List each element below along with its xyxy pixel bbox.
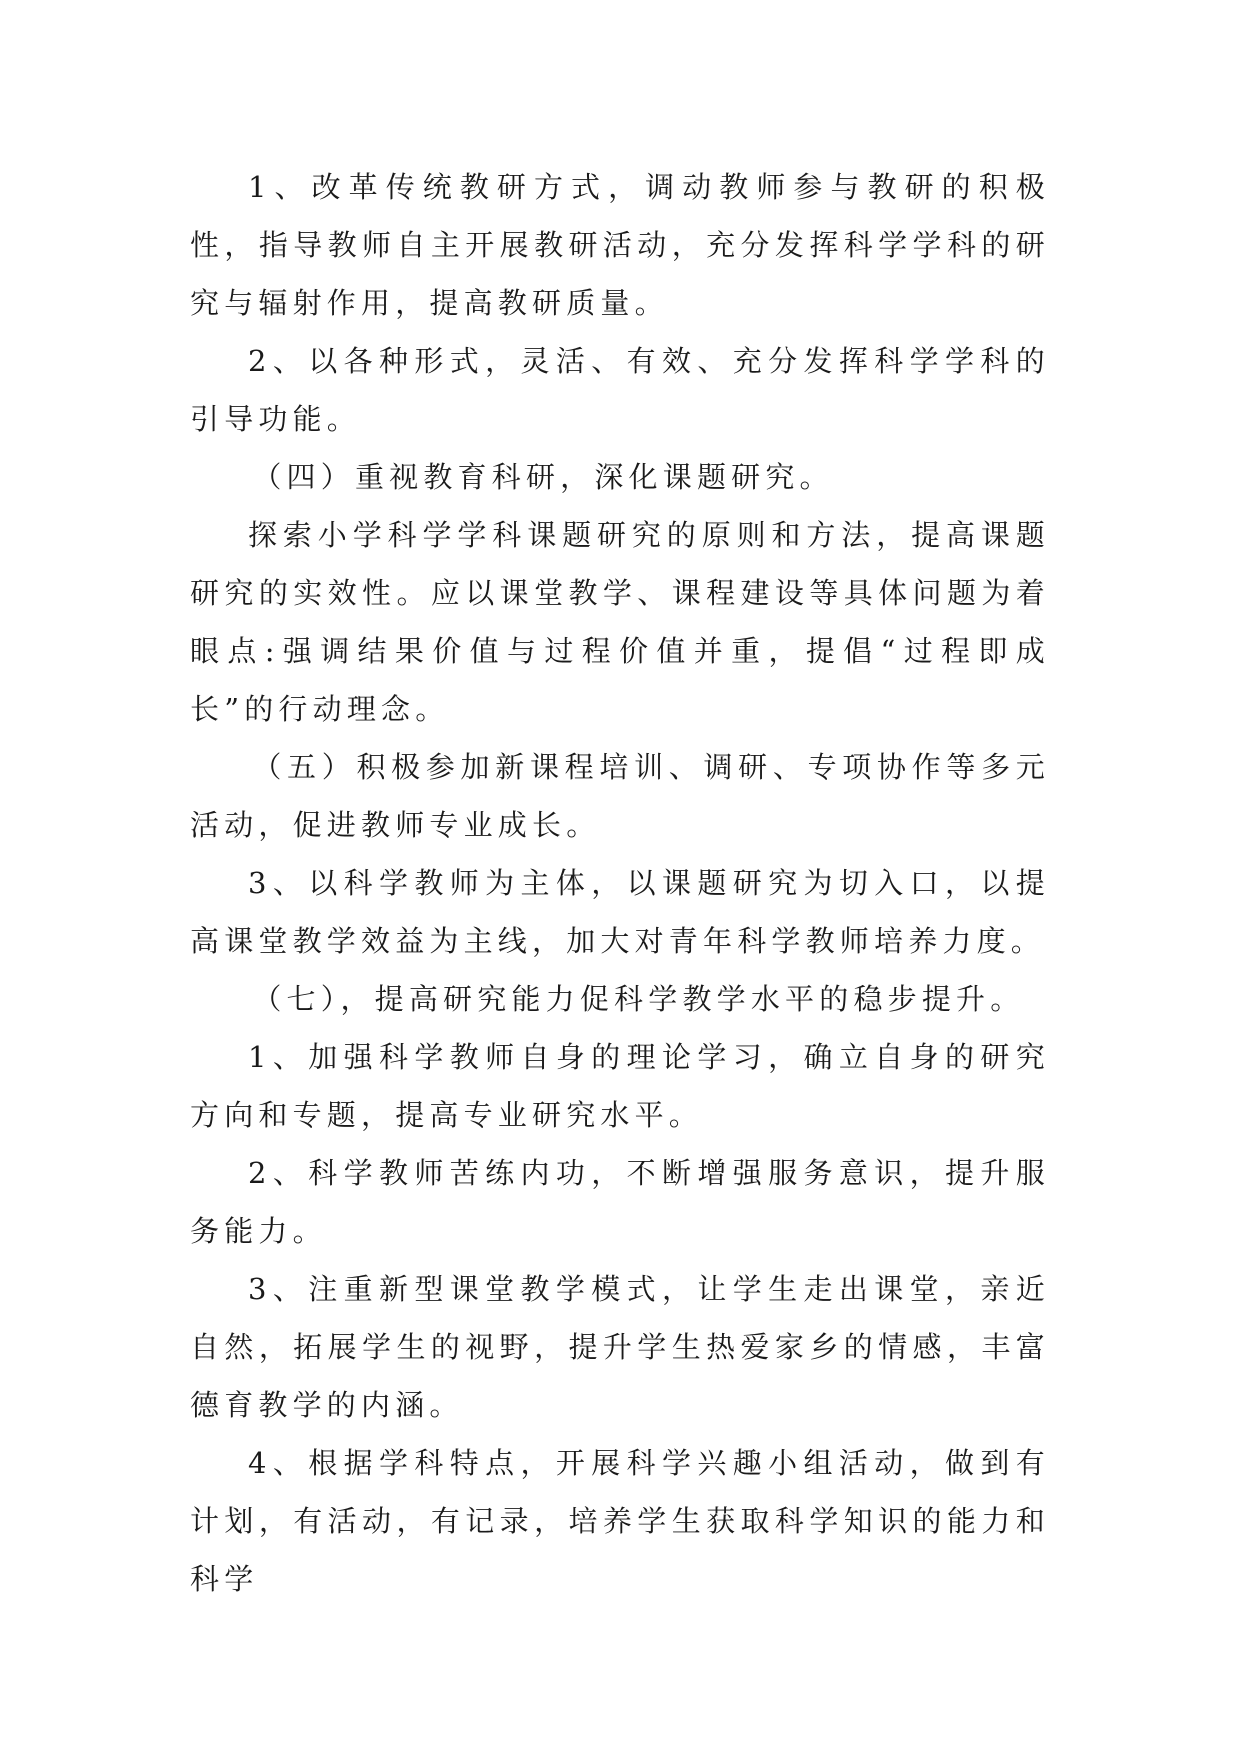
- paragraph-guiding-function: 2、以各种形式，灵活、有效、充分发挥科学学科的引导功能。: [190, 344, 1050, 436]
- paragraph-service-ability: 2、科学教师苦练内功，不断增强服务意识，提升服务能力。: [190, 1156, 1050, 1248]
- section-heading-4: （四）重视教育科研，深化课题研究。: [252, 460, 834, 494]
- paragraph-interest-groups: 4、根据学科特点，开展科学兴趣小组活动，做到有计划，有活动，有记录，培养学生获取科学知识的能力和科学: [190, 1446, 1050, 1596]
- section-heading-7: （七），提高研究能力促科学教学水平的稳步提升。: [252, 982, 1025, 1016]
- document-body: [190, 158, 1050, 1608]
- paragraph-theory-study: 1、加强科学教师自身的理论学习，确立自身的研究方向和专题，提高专业研究水平。: [190, 1040, 1050, 1132]
- paragraph-teacher-subject: 3、以科学教师为主体，以课题研究为切入口，以提高课堂教学效益为主线，加大对青年科学教师培养力度。: [190, 866, 1050, 958]
- paragraph-new-teaching-mode: 3、注重新型课堂教学模式，让学生走出课堂，亲近自然，拓展学生的视野，提升学生热爱家乡的情感，丰富德育教学的内涵。: [190, 1272, 1050, 1422]
- paragraph-topic-research: 探索小学科学学科课题研究的原则和方法，提高课题研究的实效性。应以课堂教学、课程建设等具体问题为着眼点:强调结果价值与过程价值并重，提倡“过程即成长”的行动理念。: [190, 518, 1050, 726]
- section-heading-5: （五）积极参加新课程培训、调研、专项协作等多元活动，促进教师专业成长。: [190, 750, 1050, 842]
- paragraph-reform-teaching-research: 1、改革传统教研方式，调动教师参与教研的积极性，指导教师自主开展教研活动，充分发挥科学学科的研究与辐射作用，提高教研质量。: [190, 170, 1050, 320]
